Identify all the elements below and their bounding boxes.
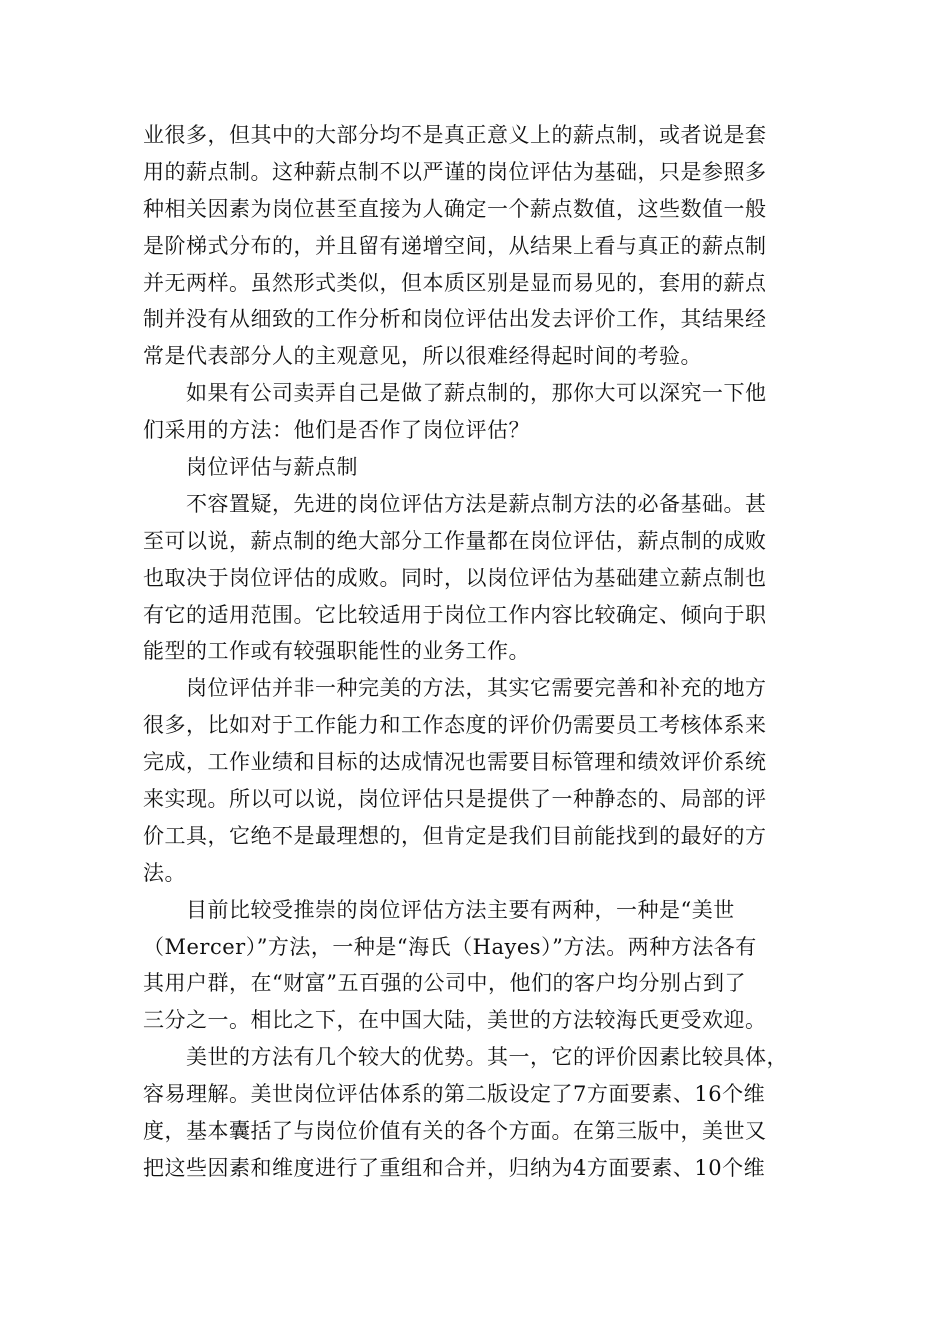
text-line: 来实现。所以可以说，岗位评估只是提供了一种静态的、局部的评 bbox=[143, 787, 767, 812]
text-line: 用的薪点制。这种薪点制不以严谨的岗位评估为基础，只是参照多 bbox=[143, 159, 767, 184]
text-line: 至可以说，薪点制的绝大部分工作量都在岗位评估，薪点制的成败 bbox=[143, 528, 767, 553]
paragraph-first-line: 如果有公司卖弄自己是做了薪点制的，那你大可以深究一下他 bbox=[186, 381, 767, 406]
text-line: 容易理解。美世岗位评估体系的第二版设定了7方面要素、16个维 bbox=[143, 1082, 766, 1107]
text-line: 们采用的方法：他们是否作了岗位评估？ bbox=[143, 418, 530, 443]
text-line: 把这些因素和维度进行了重组和合并，归纳为4方面要素、10个维 bbox=[143, 1155, 766, 1180]
text-line: 制并没有从细致的工作分析和岗位评估出发去评价工作，其结果经 bbox=[143, 307, 767, 332]
paragraph-first-line: 岗位评估并非一种完美的方法，其实它需要完善和补充的地方 bbox=[186, 676, 767, 701]
text-line: 三分之一。相比之下，在中国大陆，美世的方法较海氏更受欢迎。 bbox=[143, 1008, 767, 1033]
paragraph-first-line: 不容置疑，先进的岗位评估方法是薪点制方法的必备基础。甚 bbox=[186, 491, 767, 516]
text-line: 法。 bbox=[143, 860, 186, 885]
text-line: 其用户群，在“财富”五百强的公司中，他们的客户均分别占到了 bbox=[143, 971, 746, 996]
text-line: 业很多，但其中的大部分均不是真正意义上的薪点制，或者说是套 bbox=[143, 123, 767, 147]
text-line: 价工具，它绝不是最理想的，但肯定是我们目前能找到的最好的方 bbox=[143, 823, 767, 848]
paragraph-first-line: 目前比较受推崇的岗位评估方法主要有两种，一种是“美世 bbox=[186, 897, 735, 922]
text-line: （Mercer）”方法，一种是“海氏（Hayes）”方法。两种方法各有 bbox=[143, 934, 757, 959]
text-line: 很多，比如对于工作能力和工作态度的评价仍需要员工考核体系来 bbox=[143, 713, 767, 738]
text-line: 完成，工作业绩和目标的达成情况也需要目标管理和绩效评价系统 bbox=[143, 750, 767, 775]
text-line: 种相关因素为岗位甚至直接为人确定一个薪点数值，这些数值一般 bbox=[143, 196, 767, 221]
paragraph-first-line: 美世的方法有几个较大的优势。其一，它的评价因素比较具体， bbox=[186, 1045, 788, 1070]
text-line: 常是代表部分人的主观意见，所以很难经得起时间的考验。 bbox=[143, 344, 702, 369]
text-line: 是阶梯式分布的，并且留有递增空间，从结果上看与真正的薪点制 bbox=[143, 233, 767, 258]
body-text bbox=[143, 117, 803, 1187]
text-line: 有它的适用范围。它比较适用于岗位工作内容比较确定、倾向于职 bbox=[143, 602, 767, 627]
text-line: 并无两样。虽然形式类似，但本质区别是显而易见的，套用的薪点 bbox=[143, 270, 767, 295]
text-line: 能型的工作或有较强职能性的业务工作。 bbox=[143, 639, 530, 664]
paragraph-first-line: 岗位评估与薪点制 bbox=[186, 455, 358, 480]
text-line: 度，基本囊括了与岗位价值有关的各个方面。在第三版中，美世又 bbox=[143, 1119, 767, 1144]
text-line: 也取决于岗位评估的成败。同时，以岗位评估为基础建立薪点制也 bbox=[143, 565, 767, 590]
